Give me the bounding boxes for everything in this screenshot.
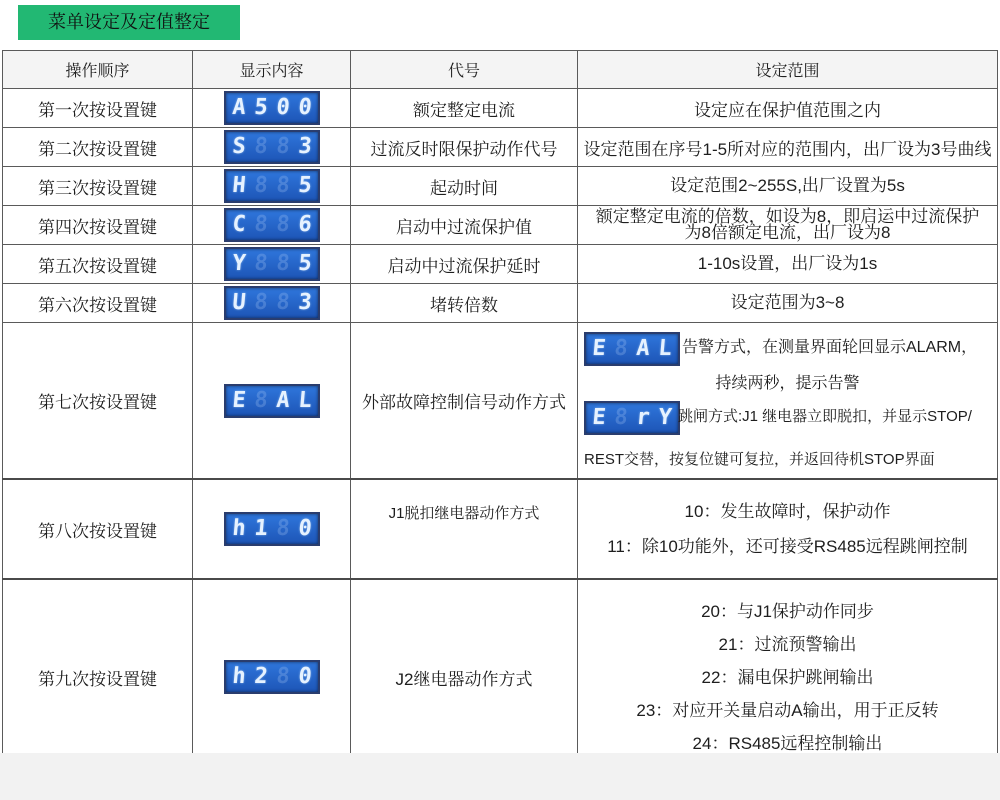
led-digit: 6: [296, 212, 313, 237]
table-row: [3, 579, 998, 775]
led-digit: [248, 249, 273, 279]
display-cell: [193, 479, 351, 579]
led-digit: [270, 249, 295, 279]
step-cell: 第四次按设置键: [3, 206, 193, 245]
led-digit: 0: [274, 95, 291, 120]
display-cell: [193, 89, 351, 128]
led-digit: 3: [296, 290, 313, 315]
code-cell: 启动中过流保护延时: [351, 245, 578, 284]
range-line: 设定范围为3~8: [730, 293, 845, 312]
display-cell: [193, 245, 351, 284]
table-row: [3, 128, 998, 167]
table-row: [3, 479, 998, 579]
range-cell: [578, 284, 998, 323]
led-digit: h: [230, 516, 247, 541]
led-digit: [248, 386, 273, 416]
led-digit: 5: [252, 95, 269, 120]
display-cell: [193, 167, 351, 206]
display-cell: [193, 579, 351, 775]
led-digit: C: [230, 212, 247, 237]
table-header-row: [3, 51, 998, 89]
table-row: [3, 284, 998, 323]
range-line: 1-10s设置，出厂设为1s: [697, 254, 878, 273]
led-display: [224, 169, 320, 203]
code-cell: 堵转倍数: [351, 284, 578, 323]
range-line: 20：与J1保护动作同步: [701, 601, 874, 621]
header-step: 操作顺序: [3, 51, 193, 89]
led-digit: [609, 334, 634, 364]
trip-mode-text: 跳闸方式:J1 继电器立即脱扣，并显示STOP/: [678, 407, 972, 425]
led-display: [224, 286, 320, 320]
range-cell: [578, 128, 998, 167]
step-cell: 第三次按设置键: [3, 167, 193, 206]
led-digit: [609, 403, 634, 433]
step-cell: 第八次按设置键: [3, 479, 193, 579]
range-line: 24：RS485远程控制输出: [692, 733, 883, 753]
code-cell: 额定整定电流: [351, 89, 578, 128]
range-line: 11：除10功能外，还可接受RS485远程跳闸控制: [607, 537, 968, 556]
section-title: 菜单设定及定值整定: [18, 5, 240, 40]
led-digit: 2: [252, 664, 269, 689]
display-cell: [193, 323, 351, 480]
led-display: [224, 660, 320, 694]
range-line: 10：发生故障时，保护动作: [684, 502, 891, 521]
trip-mode-text-2: REST交替，按复位键可复拉，并返回待机STOP界面: [584, 450, 935, 468]
led-digit: [248, 210, 273, 240]
led-digit: 1: [252, 516, 269, 541]
led-digit: E: [591, 335, 607, 361]
led-digit: A: [230, 95, 247, 120]
code-cell: 外部故障控制信号动作方式: [351, 323, 578, 480]
range-line: 设定应在保护值范围之内: [694, 100, 881, 120]
trip-led-display: [584, 401, 680, 435]
range-cell: [578, 89, 998, 128]
code-cell: 启动中过流保护值: [351, 206, 578, 245]
range-line: 21：过流预警输出: [718, 634, 857, 654]
led-digit: Y: [230, 251, 247, 276]
led-digit: [248, 288, 273, 318]
range-cell: [578, 479, 998, 579]
step-cell: 第二次按设置键: [3, 128, 193, 167]
led-digit: [270, 210, 295, 240]
led-digit: L: [296, 387, 313, 413]
code-cell: 过流反时限保护动作代号: [351, 128, 578, 167]
range-line: 额定整定电流的倍数，如设为8，即启运中过流保护: [595, 207, 980, 226]
table-row: [3, 323, 998, 480]
range-line: 23：对应开关量启动A输出，用于正反转: [636, 700, 939, 720]
table-row: [3, 89, 998, 128]
code-cell: J2继电器动作方式: [351, 579, 578, 775]
display-cell: [193, 128, 351, 167]
range-line: 设定范围在序号1-5所对应的范围内，出厂设为3号曲线: [583, 139, 992, 159]
code-cell: 起动时间: [351, 167, 578, 206]
led-digit: [248, 171, 273, 201]
display-cell: [193, 284, 351, 323]
led-digit: E: [591, 404, 607, 430]
alarm-mode-text: 告警方式，在测量界面轮回显示ALARM，: [682, 338, 978, 356]
header-display: 显示内容: [193, 51, 351, 89]
range-cell: [578, 206, 998, 245]
led-digit: 3: [296, 134, 313, 159]
led-digit: [248, 132, 273, 162]
led-digit: h: [230, 664, 247, 689]
step-cell: 第七次按设置键: [3, 323, 193, 480]
led-display: [224, 384, 320, 418]
table-row: [3, 167, 998, 206]
range-line: 22：漏电保护跳闸输出: [701, 667, 874, 687]
range-line: 设定范围2~255S,出厂设置为5s: [670, 176, 905, 195]
header-code: 代号: [351, 51, 578, 89]
range-line: 为8倍额定电流，出厂设为8: [684, 223, 891, 242]
led-digit: E: [230, 387, 247, 413]
led-digit: U: [230, 290, 247, 315]
led-digit: Y: [657, 404, 673, 430]
led-digit: [270, 132, 295, 162]
led-digit: 0: [296, 664, 313, 689]
led-digit: 0: [296, 516, 313, 541]
alarm-led-display: [584, 332, 680, 366]
led-display: [224, 247, 320, 281]
step-cell: 第六次按设置键: [3, 284, 193, 323]
alarm-mode-text-2: 持续两秒，提示告警: [715, 374, 860, 392]
led-display: [224, 512, 320, 546]
led-digit: L: [657, 335, 673, 361]
range-cell: [578, 323, 998, 480]
led-display: [224, 91, 320, 125]
led-digit: 5: [296, 173, 313, 198]
page-footer-strip: [0, 753, 1000, 800]
display-cell: [193, 206, 351, 245]
range-cell: [578, 167, 998, 206]
led-digit: r: [635, 404, 651, 430]
step-cell: 第五次按设置键: [3, 245, 193, 284]
range-cell: [578, 245, 998, 284]
led-digit: H: [230, 173, 247, 198]
led-digit: 0: [296, 95, 313, 120]
led-digit: A: [635, 335, 651, 361]
range-cell: [578, 579, 998, 775]
led-digit: S: [230, 134, 247, 159]
led-digit: [270, 514, 295, 544]
table-row: [3, 245, 998, 284]
led-digit: A: [274, 387, 291, 413]
led-digit: [270, 288, 295, 318]
step-cell: 第一次按设置键: [3, 89, 193, 128]
led-digit: [270, 171, 295, 201]
table-row: [3, 206, 998, 245]
led-digit: 5: [296, 251, 313, 276]
led-display: [224, 130, 320, 164]
fault-mode-detail: [578, 324, 997, 478]
code-cell: J1脱扣继电器动作方式: [351, 479, 578, 579]
step-cell: 第九次按设置键: [3, 579, 193, 775]
settings-table: [2, 50, 998, 775]
led-digit: [270, 662, 295, 692]
led-display: [224, 208, 320, 242]
header-range: 设定范围: [578, 51, 998, 89]
